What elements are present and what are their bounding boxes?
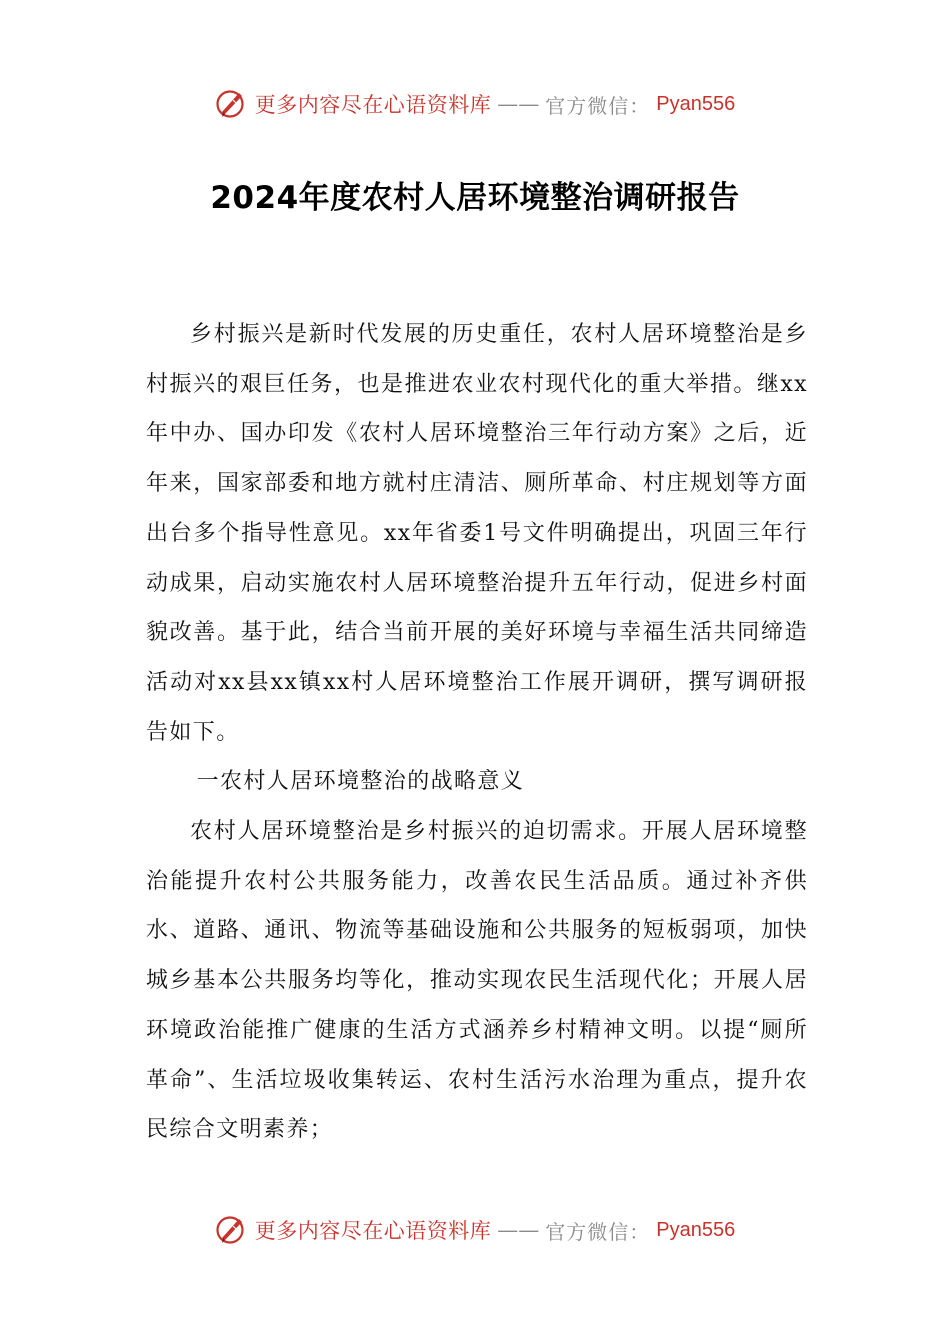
quill-pen-logo-icon (215, 1213, 249, 1247)
document-title: 2024年度农村人居环境整治调研报告 (210, 180, 740, 216)
watermark-brand-text: 更多内容尽在心语资料库 (254, 1219, 492, 1243)
watermark-dash: —— (497, 1218, 540, 1242)
watermark-wechat-label: 官方微信： (545, 1219, 651, 1244)
intro-paragraph: 乡村振兴是新时代发展的历史重任，农村人居环境整治是乡村振兴的艰巨任务，也是推进农业农村现代化的重大举措。继xx年中办、国办印发《农村人居环境整治三年行动方案》之后，近年来，国家部委和地方就村庄清洁、厕所革命、村庄规划等方面出台多个指导性意见。xx年省委1号文件明确提出，巩固三年行动成果，启动实施农村人居环境整治提升五年行动，促进乡村面貌改善。基于此，结合当前开展的美好环境与幸福生活共同缔造活动对xx县xx镇xx村人居环境整治工作展开调研，撰写调研报告如下。 (146, 322, 808, 745)
section-paragraph: 农村人居环境整治是乡村振兴的迫切需求。开展人居环境整治能提升农村公共服务能力，改善农民生活品质。通过补齐供水、道路、通讯、物流等基础设施和公共服务的短板弱项，加快城乡基本公共服务均等化，推动实现农民生活现代化；开展人居环境政治能推广健康的生活方式涵养乡村精神文明。以提“厕所革命”、生活垃圾收集转运、农村生活污水治理为重点，提升农民综合文明素养； (146, 819, 808, 1143)
watermark-wechat-id: Pyan556 (656, 1218, 736, 1241)
watermark-brand-text: 更多内容尽在心语资料库 (254, 93, 492, 117)
quill-pen-logo-icon (215, 87, 249, 121)
section-heading: 一农村人居环境整治的战略意义 (196, 769, 525, 795)
header-watermark (0, 84, 950, 124)
watermark-dash: —— (497, 92, 540, 116)
watermark-wechat-label: 官方微信： (545, 93, 651, 118)
document-body (146, 310, 808, 1155)
footer-watermark (0, 1210, 950, 1250)
watermark-wechat-id: Pyan556 (656, 92, 736, 115)
